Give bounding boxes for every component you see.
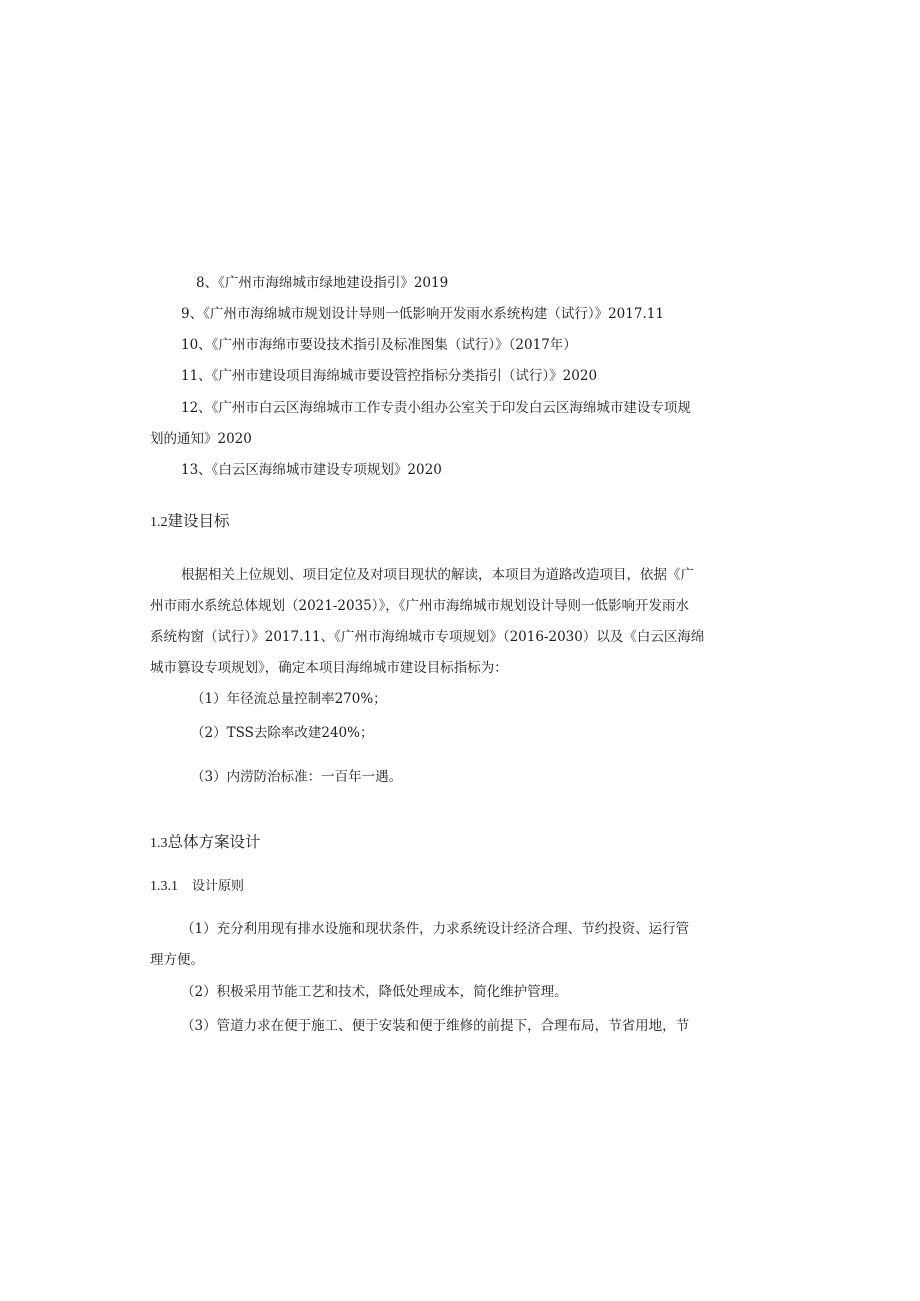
principle-item: （3）管道力求在便于施工、便于安装和便于维修的前提下，合理布局，节省用地，节 xyxy=(181,1018,690,1034)
reference-item-13: 13、《白云区海绵城市建设专项规划》2020 xyxy=(181,462,442,478)
subsection-number: 1.3.1 xyxy=(150,879,178,894)
section-title: 建设目标 xyxy=(167,512,230,530)
principle-item: （1）充分利用现有排水设施和现状条件，力求系统设计经济合理、节约投资、运行管 xyxy=(181,921,690,937)
paragraph-line: 系统构窗（试行）》2017.11、《广州市海绵城市专项规划》（2016-2030）以及《白云区海绵 xyxy=(150,629,705,645)
paragraph-line: 州市雨水系统总体规划（2021-2035）》，《广州市海绵城市规划设计导则一低影响开发雨水 xyxy=(150,598,690,614)
target-item: （1）年径流总量控制率270%； xyxy=(191,691,387,707)
reference-item-12: 12、《广州市白云区海绵城市工作专责小组办公室关于印发白云区海绵城市建设专项规 xyxy=(181,400,691,416)
reference-item-8: 8、《广州市海绵城市绿地建设指引》2019 xyxy=(196,275,449,291)
subsection-heading-1-3-1 xyxy=(150,878,244,896)
target-item: （3）内涝防治标准：一百年一遇。 xyxy=(191,769,403,785)
paragraph-line: 根据相关上位规划、项目定位及对项目现状的解读，本项目为道路改造项目，依据《广 xyxy=(181,567,694,583)
paragraph-line: 城市篡设专项规划》，确定本项目海绵城市建设目标指标为： xyxy=(150,660,508,676)
reference-item-10: 10、《广州市海绵市要设技术指引及标准图集（试行）》（2017年） xyxy=(181,337,577,353)
section-number: 1.2 xyxy=(150,515,168,530)
subsection-title: 设计原则 xyxy=(192,879,245,894)
section-title: 总体方案设计 xyxy=(167,833,261,851)
principle-item: （2）积极采用节能工艺和技术，降低处理成本，简化维护管理。 xyxy=(181,984,568,1000)
target-item: （2）TSS去除率改建240%； xyxy=(191,725,374,741)
section-number: 1.3 xyxy=(150,836,168,851)
reference-item-9: 9、《广州市海绵城市规划设计导则一低影响开发雨水系统构建（试行）》2017.11 xyxy=(181,306,664,322)
reference-item-11: 11、《广州市建设项目海绵城市要设管控指标分类指引（试行）》2020 xyxy=(181,368,598,384)
section-heading-1-2 xyxy=(150,511,230,533)
principle-item-cont: 理方便。 xyxy=(150,952,204,968)
reference-item-12-cont: 划的通知》2020 xyxy=(150,431,252,447)
section-heading-1-3 xyxy=(150,832,261,854)
